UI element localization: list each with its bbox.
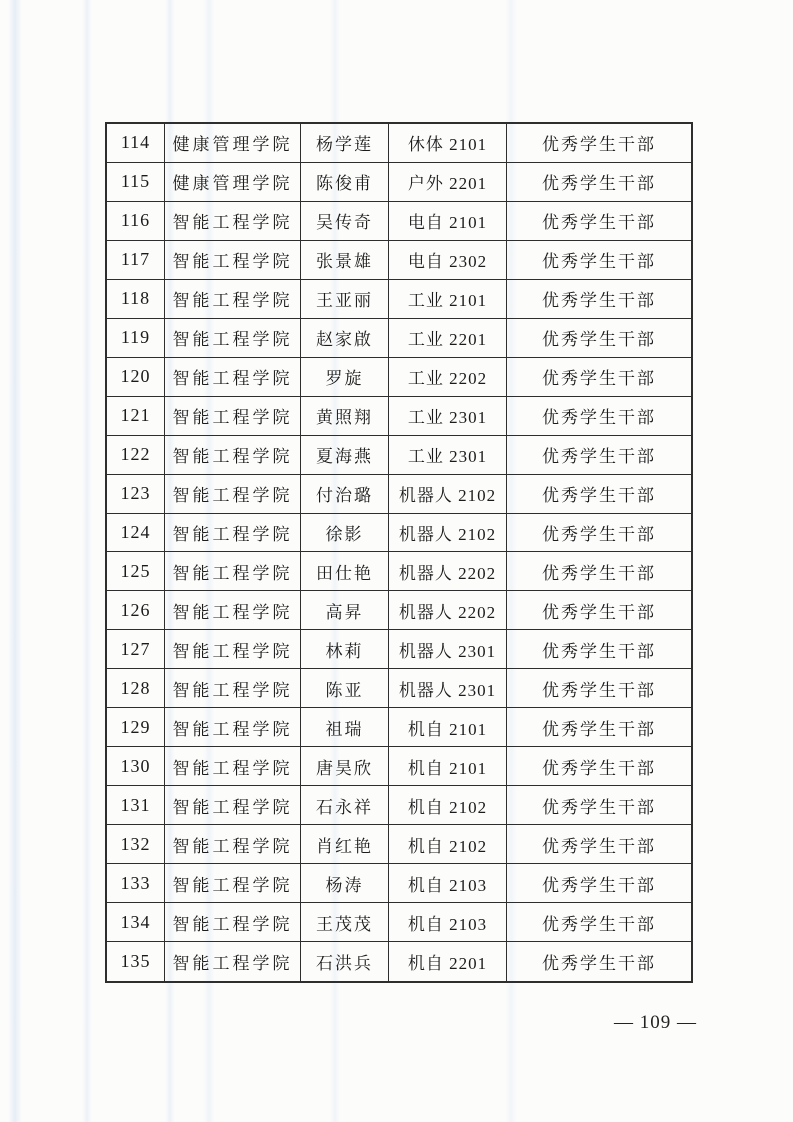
cell-class: 工业 2202 [389,358,507,396]
cell-name: 林莉 [301,630,389,668]
cell-award: 优秀学生干部 [542,330,656,350]
table-row [107,280,691,319]
cell-class: 机器人 2102 [389,475,507,513]
cell-number: 118 [107,280,165,318]
table-row [107,552,691,591]
cell-number: 128 [107,669,165,707]
cell-class: 户外 2201 [389,163,507,201]
cell-number: 129 [107,708,165,746]
cell-name: 杨学莲 [301,124,389,162]
cell-class: 机器人 2301 [389,669,507,707]
cell-number: 115 [107,163,165,201]
cell-class: 机自 2101 [389,708,507,746]
page-number: — 109 — [614,1012,697,1033]
cell-name: 吴传奇 [301,202,389,240]
cell-class: 工业 2101 [389,280,507,318]
cell-award: 优秀学生干部 [542,369,656,389]
cell-college: 智能工程学院 [165,436,301,474]
cell-name: 徐影 [301,514,389,552]
cell-number: 133 [107,864,165,902]
cell-class: 机器人 2202 [389,591,507,629]
cell-college: 智能工程学院 [165,786,301,824]
cell-college: 智能工程学院 [165,708,301,746]
cell-name: 罗旋 [301,358,389,396]
cell-award: 优秀学生干部 [542,408,656,428]
cell-college: 智能工程学院 [165,319,301,357]
table-row [107,864,691,903]
cell-number: 121 [107,397,165,435]
cell-award: 优秀学生干部 [542,252,656,272]
cell-class: 休体 2101 [389,124,507,162]
cell-number: 125 [107,552,165,590]
cell-name: 张景雄 [301,241,389,279]
cell-award: 优秀学生干部 [542,174,656,194]
cell-class: 机自 2103 [389,864,507,902]
table-row [107,591,691,630]
cell-number: 114 [107,124,165,162]
cell-class: 工业 2201 [389,319,507,357]
cell-college: 智能工程学院 [165,514,301,552]
cell-name: 祖瑞 [301,708,389,746]
cell-number: 120 [107,358,165,396]
cell-award: 优秀学生干部 [542,875,656,895]
cell-class: 工业 2301 [389,436,507,474]
table-row [107,436,691,475]
cell-number: 135 [107,942,165,981]
cell-award: 优秀学生干部 [542,602,656,622]
cell-award: 优秀学生干部 [542,486,656,506]
cell-number: 131 [107,786,165,824]
cell-award: 优秀学生干部 [542,135,656,155]
table-row [107,397,691,436]
cell-number: 132 [107,825,165,863]
table-row [107,163,691,202]
table-row [107,202,691,241]
cell-award: 优秀学生干部 [542,836,656,856]
cell-number: 123 [107,475,165,513]
cell-class: 机自 2102 [389,825,507,863]
cell-college: 智能工程学院 [165,864,301,902]
cell-class: 机自 2103 [389,903,507,941]
table-row [107,825,691,864]
cell-name: 陈俊甫 [301,163,389,201]
cell-award: 优秀学生干部 [542,563,656,583]
cell-number: 116 [107,202,165,240]
cell-name: 杨涛 [301,864,389,902]
cell-number: 124 [107,514,165,552]
table-row [107,358,691,397]
cell-award: 优秀学生干部 [542,758,656,778]
table-row [107,903,691,942]
cell-award: 优秀学生干部 [542,954,656,973]
table-row [107,747,691,786]
table-row [107,786,691,825]
cell-name: 付治璐 [301,475,389,513]
cell-number: 122 [107,436,165,474]
table-row [107,124,691,163]
cell-name: 赵家啟 [301,319,389,357]
cell-number: 130 [107,747,165,785]
cell-name: 王茂茂 [301,903,389,941]
cell-name: 王亚丽 [301,280,389,318]
table-row [107,241,691,280]
cell-name: 肖红艳 [301,825,389,863]
cell-award: 优秀学生干部 [542,797,656,817]
table-row [107,630,691,669]
cell-college: 智能工程学院 [165,747,301,785]
cell-award: 优秀学生干部 [542,291,656,311]
cell-award: 优秀学生干部 [542,447,656,467]
cell-college: 智能工程学院 [165,552,301,590]
table-row [107,514,691,553]
cell-class: 电自 2101 [389,202,507,240]
cell-number: 127 [107,630,165,668]
cell-class: 机自 2101 [389,747,507,785]
cell-college: 智能工程学院 [165,591,301,629]
table-row [107,708,691,747]
table-row [107,669,691,708]
cell-award: 优秀学生干部 [542,641,656,661]
cell-class: 机器人 2202 [389,552,507,590]
cell-college: 智能工程学院 [165,475,301,513]
table-row [107,942,691,981]
cell-number: 117 [107,241,165,279]
cell-college: 智能工程学院 [165,280,301,318]
cell-name: 田仕艳 [301,552,389,590]
cell-college: 健康管理学院 [165,163,301,201]
cell-award: 优秀学生干部 [542,213,656,233]
cell-award: 优秀学生干部 [542,719,656,739]
cell-class: 机器人 2102 [389,514,507,552]
cell-college: 智能工程学院 [165,825,301,863]
cell-class: 机器人 2301 [389,630,507,668]
cell-name: 高昇 [301,591,389,629]
cell-college: 智能工程学院 [165,903,301,941]
table-row [107,319,691,358]
cell-college: 智能工程学院 [165,358,301,396]
cell-number: 126 [107,591,165,629]
cell-name: 黄照翔 [301,397,389,435]
cell-name: 陈亚 [301,669,389,707]
cell-college: 智能工程学院 [165,202,301,240]
cell-name: 石永祥 [301,786,389,824]
cell-college: 智能工程学院 [165,241,301,279]
cell-college: 健康管理学院 [165,124,301,162]
cell-college: 智能工程学院 [165,942,301,981]
student-award-table [105,122,693,983]
cell-name: 唐昊欣 [301,747,389,785]
cell-college: 智能工程学院 [165,397,301,435]
cell-award: 优秀学生干部 [542,680,656,700]
cell-number: 134 [107,903,165,941]
cell-class: 工业 2301 [389,397,507,435]
cell-award: 优秀学生干部 [542,914,656,934]
cell-number: 119 [107,319,165,357]
cell-class: 机自 2201 [389,942,507,981]
cell-class: 机自 2102 [389,786,507,824]
cell-award: 优秀学生干部 [542,525,656,544]
cell-name: 石洪兵 [301,942,389,981]
cell-class: 电自 2302 [389,241,507,279]
cell-college: 智能工程学院 [165,630,301,668]
cell-college: 智能工程学院 [165,669,301,707]
cell-name: 夏海燕 [301,436,389,474]
table-row [107,475,691,514]
